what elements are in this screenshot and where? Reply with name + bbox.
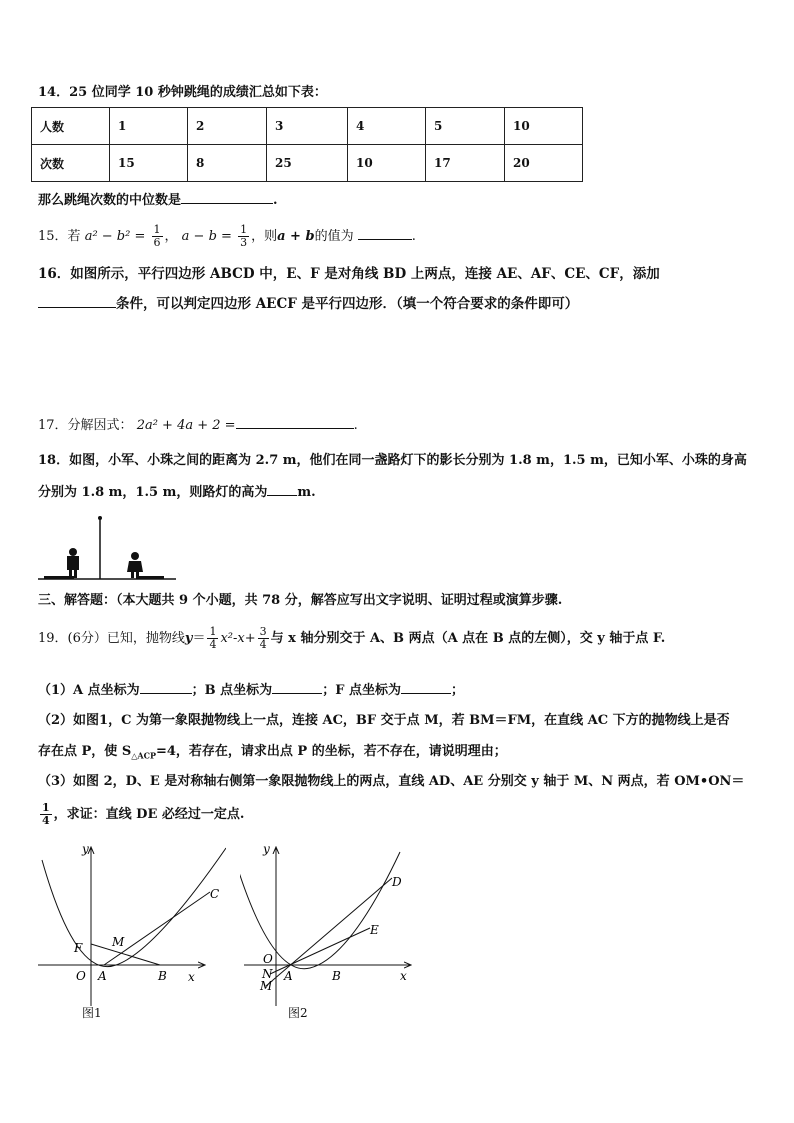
q17-line bbox=[38, 416, 358, 435]
q14-question-text: 那么跳绳次数的中位数是 bbox=[38, 193, 182, 208]
label-C: C bbox=[210, 887, 220, 901]
answer-blank[interactable] bbox=[38, 295, 116, 308]
label-N: N bbox=[262, 967, 273, 981]
frac-denominator: 4 bbox=[42, 814, 50, 827]
label-B: B bbox=[332, 969, 341, 983]
label-F: F bbox=[74, 941, 83, 955]
label-O: O bbox=[263, 952, 273, 966]
answer-blank[interactable] bbox=[267, 483, 297, 496]
lamp-light bbox=[98, 516, 102, 520]
table-cell: 4 bbox=[348, 108, 426, 145]
q19-p3-text: ，求证：直线 DE 必经过一定点. bbox=[53, 807, 245, 822]
table-cell: 8 bbox=[188, 145, 267, 182]
answer-blank[interactable] bbox=[401, 681, 451, 694]
parabola bbox=[42, 848, 226, 967]
table-cell: 10 bbox=[348, 145, 426, 182]
frac-denominator: 4 bbox=[209, 638, 217, 651]
q14-title: 14．25 位同学 10 秒钟跳绳的成绩汇总如下表： bbox=[38, 85, 327, 100]
q19-p3-frac bbox=[40, 802, 52, 827]
person-xiaozhu-icon bbox=[127, 552, 143, 578]
table-cell: 17 bbox=[426, 145, 505, 182]
q15-frac2 bbox=[238, 224, 249, 249]
table-row bbox=[32, 145, 583, 182]
table-cell: 5 bbox=[426, 108, 505, 145]
answer-blank[interactable] bbox=[272, 681, 322, 694]
frac-denominator: 6 bbox=[153, 236, 161, 249]
section3-header: 三、解答题：（本大题共 9 个小题，共 78 分，解答应写出文字说明、证明过程或演算步骤. bbox=[38, 593, 563, 608]
q18-figure bbox=[36, 512, 178, 584]
label-A: A bbox=[284, 969, 293, 983]
q15-expr2: a − b = bbox=[181, 229, 232, 244]
table-cell: 2 bbox=[188, 108, 267, 145]
figure-2 bbox=[240, 840, 420, 1010]
q19-part2-line1: （2）如图1，C 为第一象限抛物线上一点，连接 AC，BF 交于点 M，若 BM＝FM，在直线 AC 下方的抛物线上是否 bbox=[38, 713, 730, 728]
answer-blank[interactable] bbox=[358, 227, 412, 240]
answer-blank[interactable] bbox=[236, 416, 354, 429]
q19-p2-sub: △ACP bbox=[131, 750, 156, 761]
q15-lead: 15．若 bbox=[38, 229, 81, 244]
q16-line2-text: 条件，可以判定四边形 AECF 是平行四边形．（填一个符合要求的条件即可） bbox=[116, 296, 579, 312]
q19-p1-b: ；B 点坐标为 bbox=[191, 683, 273, 698]
q19-p1-c: ；F 点坐标为 bbox=[322, 683, 401, 698]
label-D: D bbox=[392, 875, 402, 889]
q15-frac1 bbox=[152, 224, 163, 249]
figure-2-caption: 图2 bbox=[288, 1006, 308, 1020]
q15-period: . bbox=[411, 229, 416, 244]
table-cell: 15 bbox=[110, 145, 188, 182]
label-y: y bbox=[263, 842, 270, 856]
label-x: x bbox=[400, 969, 407, 983]
q18-line1: 18．如图，小军、小珠之间的距离为 2.7 m，他们在同一盏路灯下的影长分别为 1.8 m，1.5 m，已知小军、小珠的身高 bbox=[38, 453, 747, 468]
q19-p1-a: （1）A 点坐标为 bbox=[38, 683, 140, 698]
q19-part3-line2 bbox=[38, 800, 244, 830]
q15-expr3: a + b bbox=[277, 229, 315, 244]
label-x: x bbox=[188, 970, 195, 984]
table-cell: 20 bbox=[505, 145, 583, 182]
table-cell: 3 bbox=[267, 108, 348, 145]
q19-p2-b: =4，若存在，请求出点 P 的坐标，若不存在，请说明理由； bbox=[155, 744, 507, 759]
q19-eq-y: y bbox=[184, 631, 193, 646]
label-M: M bbox=[260, 979, 273, 993]
q19-p1-end: ； bbox=[450, 683, 464, 698]
frac-numerator: 3 bbox=[259, 625, 267, 638]
table-row bbox=[32, 108, 583, 145]
person-xiaojun-icon bbox=[67, 548, 79, 578]
q19-rest: 与 x 轴分别交于 A、B 两点（A 点在 B 点的左侧），交 y 轴于点 F. bbox=[270, 631, 666, 646]
q15-sep: ， bbox=[164, 229, 178, 244]
q16-line1: 16．如图所示，平行四边形 ABCD 中，E、F 是对角线 BD 上两点，连接 AE、AF、CE、CF，添加 bbox=[38, 266, 660, 282]
label-y: y bbox=[82, 842, 89, 856]
frac-numerator: 1 bbox=[42, 801, 50, 814]
q19-part1 bbox=[38, 681, 464, 700]
q17-expr: 2a² + 4a + 2 = bbox=[136, 418, 236, 433]
figure-1 bbox=[36, 840, 226, 1010]
q19-frac-b bbox=[258, 626, 269, 651]
q17-period: . bbox=[353, 418, 358, 433]
figure-1-caption: 图1 bbox=[82, 1006, 102, 1020]
answer-blank[interactable] bbox=[140, 681, 192, 694]
q18-line2-text: 分别为 1.8 m，1.5 m，则路灯的高为 bbox=[38, 485, 268, 500]
table-cell: 1 bbox=[110, 108, 188, 145]
q15-expr1: a² − b² = bbox=[84, 229, 146, 244]
q14-period: . bbox=[273, 193, 278, 208]
q14-question bbox=[38, 191, 278, 210]
q15-mid: ，则 bbox=[251, 229, 278, 244]
frac-numerator: 1 bbox=[153, 223, 161, 236]
q19-part3-line1: （3）如图 2，D、E 是对称轴右侧第一象限抛物线上的两点，直线 AD、AE 分别交 y 轴于 M、N 两点，若 OM•ON＝ bbox=[38, 774, 745, 789]
shadow-xiaojun bbox=[44, 576, 74, 579]
table-cell: 25 bbox=[267, 145, 348, 182]
shadow-xiaozhu bbox=[136, 576, 164, 579]
answer-blank[interactable] bbox=[181, 191, 273, 204]
frac-numerator: 1 bbox=[240, 223, 248, 236]
line-FB bbox=[91, 944, 160, 965]
q17-lead: 17．分解因式： bbox=[38, 418, 133, 433]
frac-denominator: 4 bbox=[259, 638, 267, 651]
q18-line2 bbox=[38, 483, 316, 502]
label-O: O bbox=[76, 969, 86, 983]
line-AC bbox=[104, 892, 210, 965]
q15-line bbox=[38, 224, 416, 250]
q19-lead: 19．(6分）已知，抛物线 bbox=[38, 631, 185, 646]
q19-frac-a bbox=[207, 626, 218, 651]
frac-numerator: 1 bbox=[209, 625, 217, 638]
table-cell: 10 bbox=[505, 108, 583, 145]
q16-line2 bbox=[38, 295, 578, 313]
label-A: A bbox=[98, 969, 107, 983]
q18-unit: m. bbox=[297, 485, 316, 500]
q19-p2-a: 存在点 P，使 S bbox=[38, 744, 132, 759]
table-cell: 次数 bbox=[32, 145, 110, 182]
table-cell: 人数 bbox=[32, 108, 110, 145]
q19-part2-line2 bbox=[38, 743, 507, 765]
frac-denominator: 3 bbox=[240, 236, 248, 249]
q19-eq-mid: x²-x+ bbox=[220, 631, 256, 646]
line-AE bbox=[270, 928, 370, 974]
label-M: M bbox=[112, 935, 125, 949]
label-B: B bbox=[158, 969, 167, 983]
q14-table bbox=[31, 107, 583, 182]
q15-tail: 的值为 bbox=[314, 229, 354, 244]
label-E: E bbox=[370, 923, 379, 937]
q19-intro bbox=[38, 624, 665, 654]
q19-eq-sign: ＝ bbox=[192, 631, 206, 646]
